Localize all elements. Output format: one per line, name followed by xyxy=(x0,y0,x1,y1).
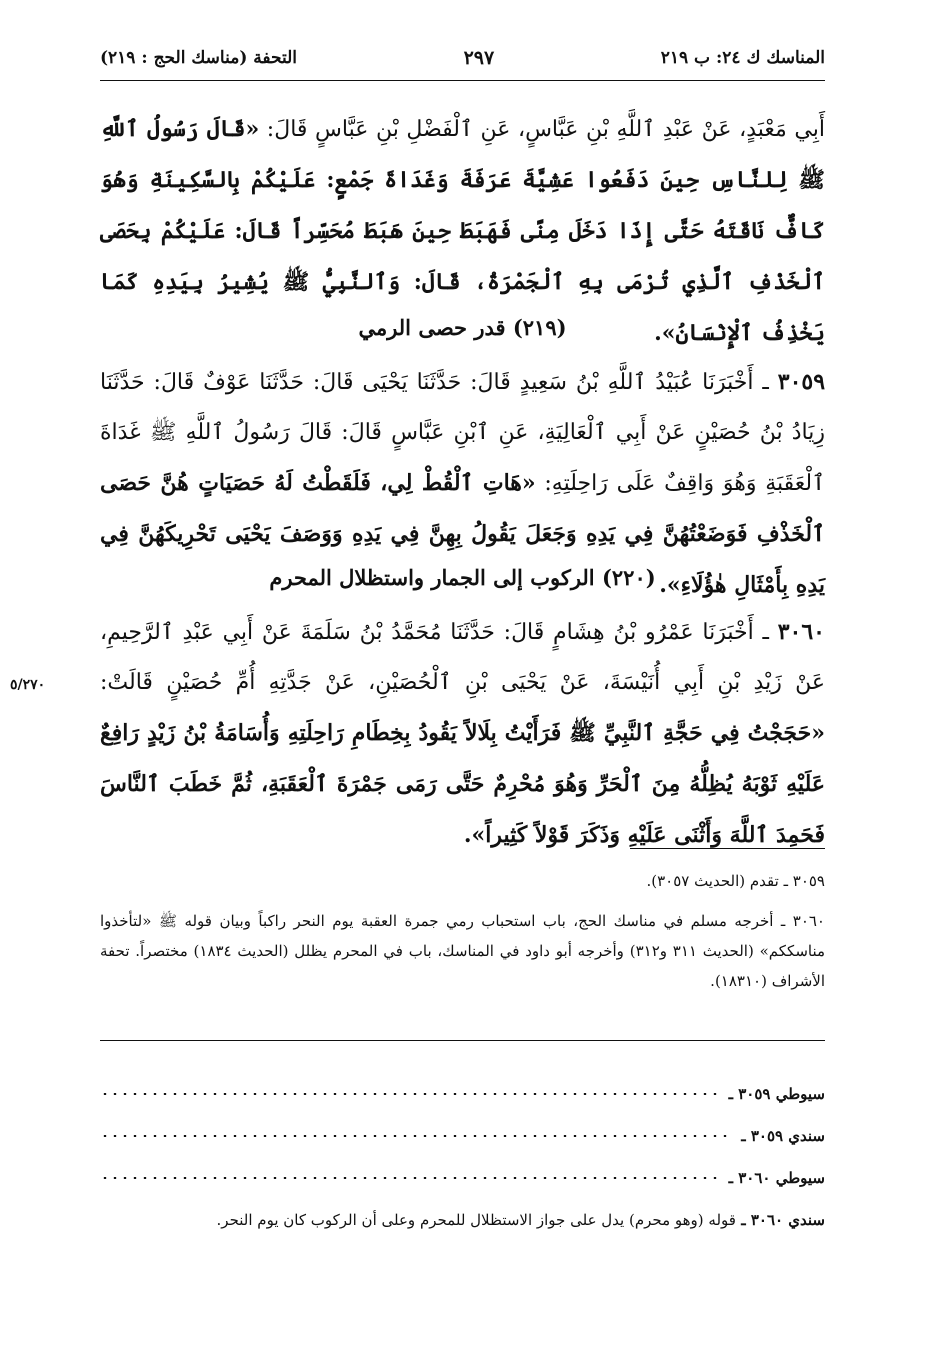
header-tuhfa-ref: التحفة (مناسك الحج : ٢١٩) xyxy=(100,48,298,68)
dotted-leader xyxy=(100,1135,733,1137)
commentary-label: سيوطي ٣٠٦٠ ـ xyxy=(728,1169,825,1187)
header-divider xyxy=(100,80,825,81)
commentary-label: سيوطي ٣٠٥٩ ـ xyxy=(728,1085,825,1103)
hadith-isnad: أَبِي مَعْبَدٍ، عَنْ عَبْدِ ٱللَّهِ بْنِ عَبَّاسٍ، عَنِ ٱلْفَضْلِ بْنِ عَبَّاسٍ قَالَ: xyxy=(259,117,825,142)
commentary-section xyxy=(100,1073,825,1241)
hadith-matn: «حَجَجْتُ فِي حَجَّةِ ٱلنَّبِيِّ ﷺ فَرَأَيْتُ بِلَالاً يَقُودُ بِخِطَامِ رَاحِلَتِهِ وَأُسَامَةُ بْنُ زَيْدٍ رَافِعٌ عَلَيْهِ ثَوْبَهُ يُظِلُّهُ مِنَ ٱلْحَرِّ وَهُوَ مُحْرِمٌ حَتَّى رَمَى جَمْرَةَ ٱلْعَقَبَةِ، ثُمَّ خَطَبَ ٱلنَّاسَ فَحَمِدَ ٱللَّهَ وَأَثْنَى عَلَيْهِ وَذَكَرَ قَوْلاً كَثِيراً». xyxy=(100,720,825,848)
chapter-heading-219: (٢١٩) قدر حصى الرمي xyxy=(358,315,567,340)
margin-reference: ٥/٢٧٠ xyxy=(10,677,46,693)
commentary-row xyxy=(100,1157,825,1199)
hadith-isnad: ـ أَخْبَرَنَا عَمْرُو بْنُ هِشَامٍ قَالَ: حَدَّثَنَا مُحَمَّدُ بْنُ سَلَمَةَ عَنْ أَبِي عَبْدِ ٱلرَّحِيمِ، عَنْ زَيْدِ بْنِ أَبِي أُنَيْسَةَ، عَنْ يَحْيَى بْنِ ٱلْحُصَيْنِ، عَنْ جَدَّتِهِ أُمِّ حُصَيْنٍ قَالَتْ: xyxy=(100,620,825,695)
hadith-number: ٣٠٦٠ xyxy=(777,619,825,645)
commentary-row xyxy=(100,1115,825,1157)
header-chapter-ref: المناسك ك ٢٤: ب ٢١٩ xyxy=(660,48,825,68)
commentary-divider xyxy=(100,1040,825,1041)
footnotes xyxy=(100,866,825,1006)
footnote-divider xyxy=(630,848,825,849)
page-number: ٢٩٧ xyxy=(463,47,495,69)
hadith-matn: «هَاتِ ٱلْقُطْ لِي، فَلَقَطْتُ لَهُ حَصَيَاتٍ هُنَّ حَصَى ٱلْخَذْفِ فَوَضَعْتُهُنَّ فِي يَدِهِ وَجَعَلَ يَقُولُ بِهِنَّ فِي يَدِهِ وَوَصَفَ يَحْيَى تَحْرِيكَهُنَّ فِي يَدِهِ بِأَمْثَالِ هٰؤُلَاءِ». xyxy=(100,470,825,598)
commentary-row xyxy=(100,1199,825,1241)
page-header xyxy=(100,40,825,76)
dotted-leader xyxy=(100,1093,721,1095)
hadith-isnad: ـ أَخْبَرَنَا عُبَيْدُ ٱللَّهِ بْنُ سَعِيدٍ قَالَ: حَدَّثَنَا يَحْيَى قَالَ: حَدَّثَنَا عَوْفٌ قَالَ: حَدَّثَنَا زِيَادُ بْنُ حُصَيْنٍ عَنْ أَبِي ٱلْعَالِيَةِ، عَنِ ٱبْنِ عَبَّاسٍ قَالَ: قَالَ رَسُولُ ٱللَّهِ ﷺ غَدَاةَ ٱلْعَقَبَةِ وَهُوَ وَاقِفٌ عَلَى رَاحِلَتِهِ: xyxy=(100,370,825,496)
chapter-heading-220: (٢٢٠) الركوب إلى الجمار واستظلال المحرم xyxy=(269,565,656,590)
hadith-matn: «قَالَ رَسُولُ ٱللَّهِ ﷺ لِلنَّاسِ حِينَ دَفَعُوا عَشِيَّةَ عَرَفَةَ وَغَدَاةَ جَمْعٍ: عَلَيْكُمْ بِالسَّكِينَةِ وَهُوَ كَافٌّ نَاقَتَهُ حَتَّى إِذَا دَخَلَ مِنًى فَهَبَطَ حِينَ هَبَطَ مُحَسِّراً قَالَ: عَلَيْكُمْ بِحَصَى ٱلْخَذْفِ ٱلَّذِي تُرْمَى بِهِ ٱلْجَمْرَةُ، قَالَ: وَٱلنَّبِيُّ ﷺ يُشِيرُ بِيَدِهِ كَمَا يَخْذِفُ ٱلْإِنْسَانُ». xyxy=(100,116,825,346)
commentary-text: قوله (وهو محرم) يدل على جواز الاستظلال للمحرم وعلى أن الركوب كان يوم النحر. xyxy=(216,1211,736,1229)
footnote-3059: ٣٠٥٩ ـ تقدم (الحديث ٣٠٥٧). xyxy=(646,872,825,890)
commentary-label: سندي ٣٠٥٩ ـ xyxy=(741,1127,825,1145)
commentary-label: سندي ٣٠٦٠ ـ xyxy=(741,1211,825,1229)
hadith-number: ٣٠٥٩ xyxy=(777,369,826,395)
footnote-3060: ٣٠٦٠ ـ أخرجه مسلم في مناسك الحج، باب استحباب رمي جمرة العقبة يوم النحر راكباً وبيان قوله ﷺ «لتأخذوا مناسككم» (الحديث ٣١١ و٣١٢) وأخرجه أبو داود في المناسك، باب في المحرم يظلل (الحديث ١٨٣٤) مختصراً. تحفة الأشراف (١٨٣١٠). xyxy=(100,912,826,990)
dotted-leader xyxy=(100,1177,721,1179)
commentary-row xyxy=(100,1073,825,1115)
hadith-3060 xyxy=(100,607,825,861)
